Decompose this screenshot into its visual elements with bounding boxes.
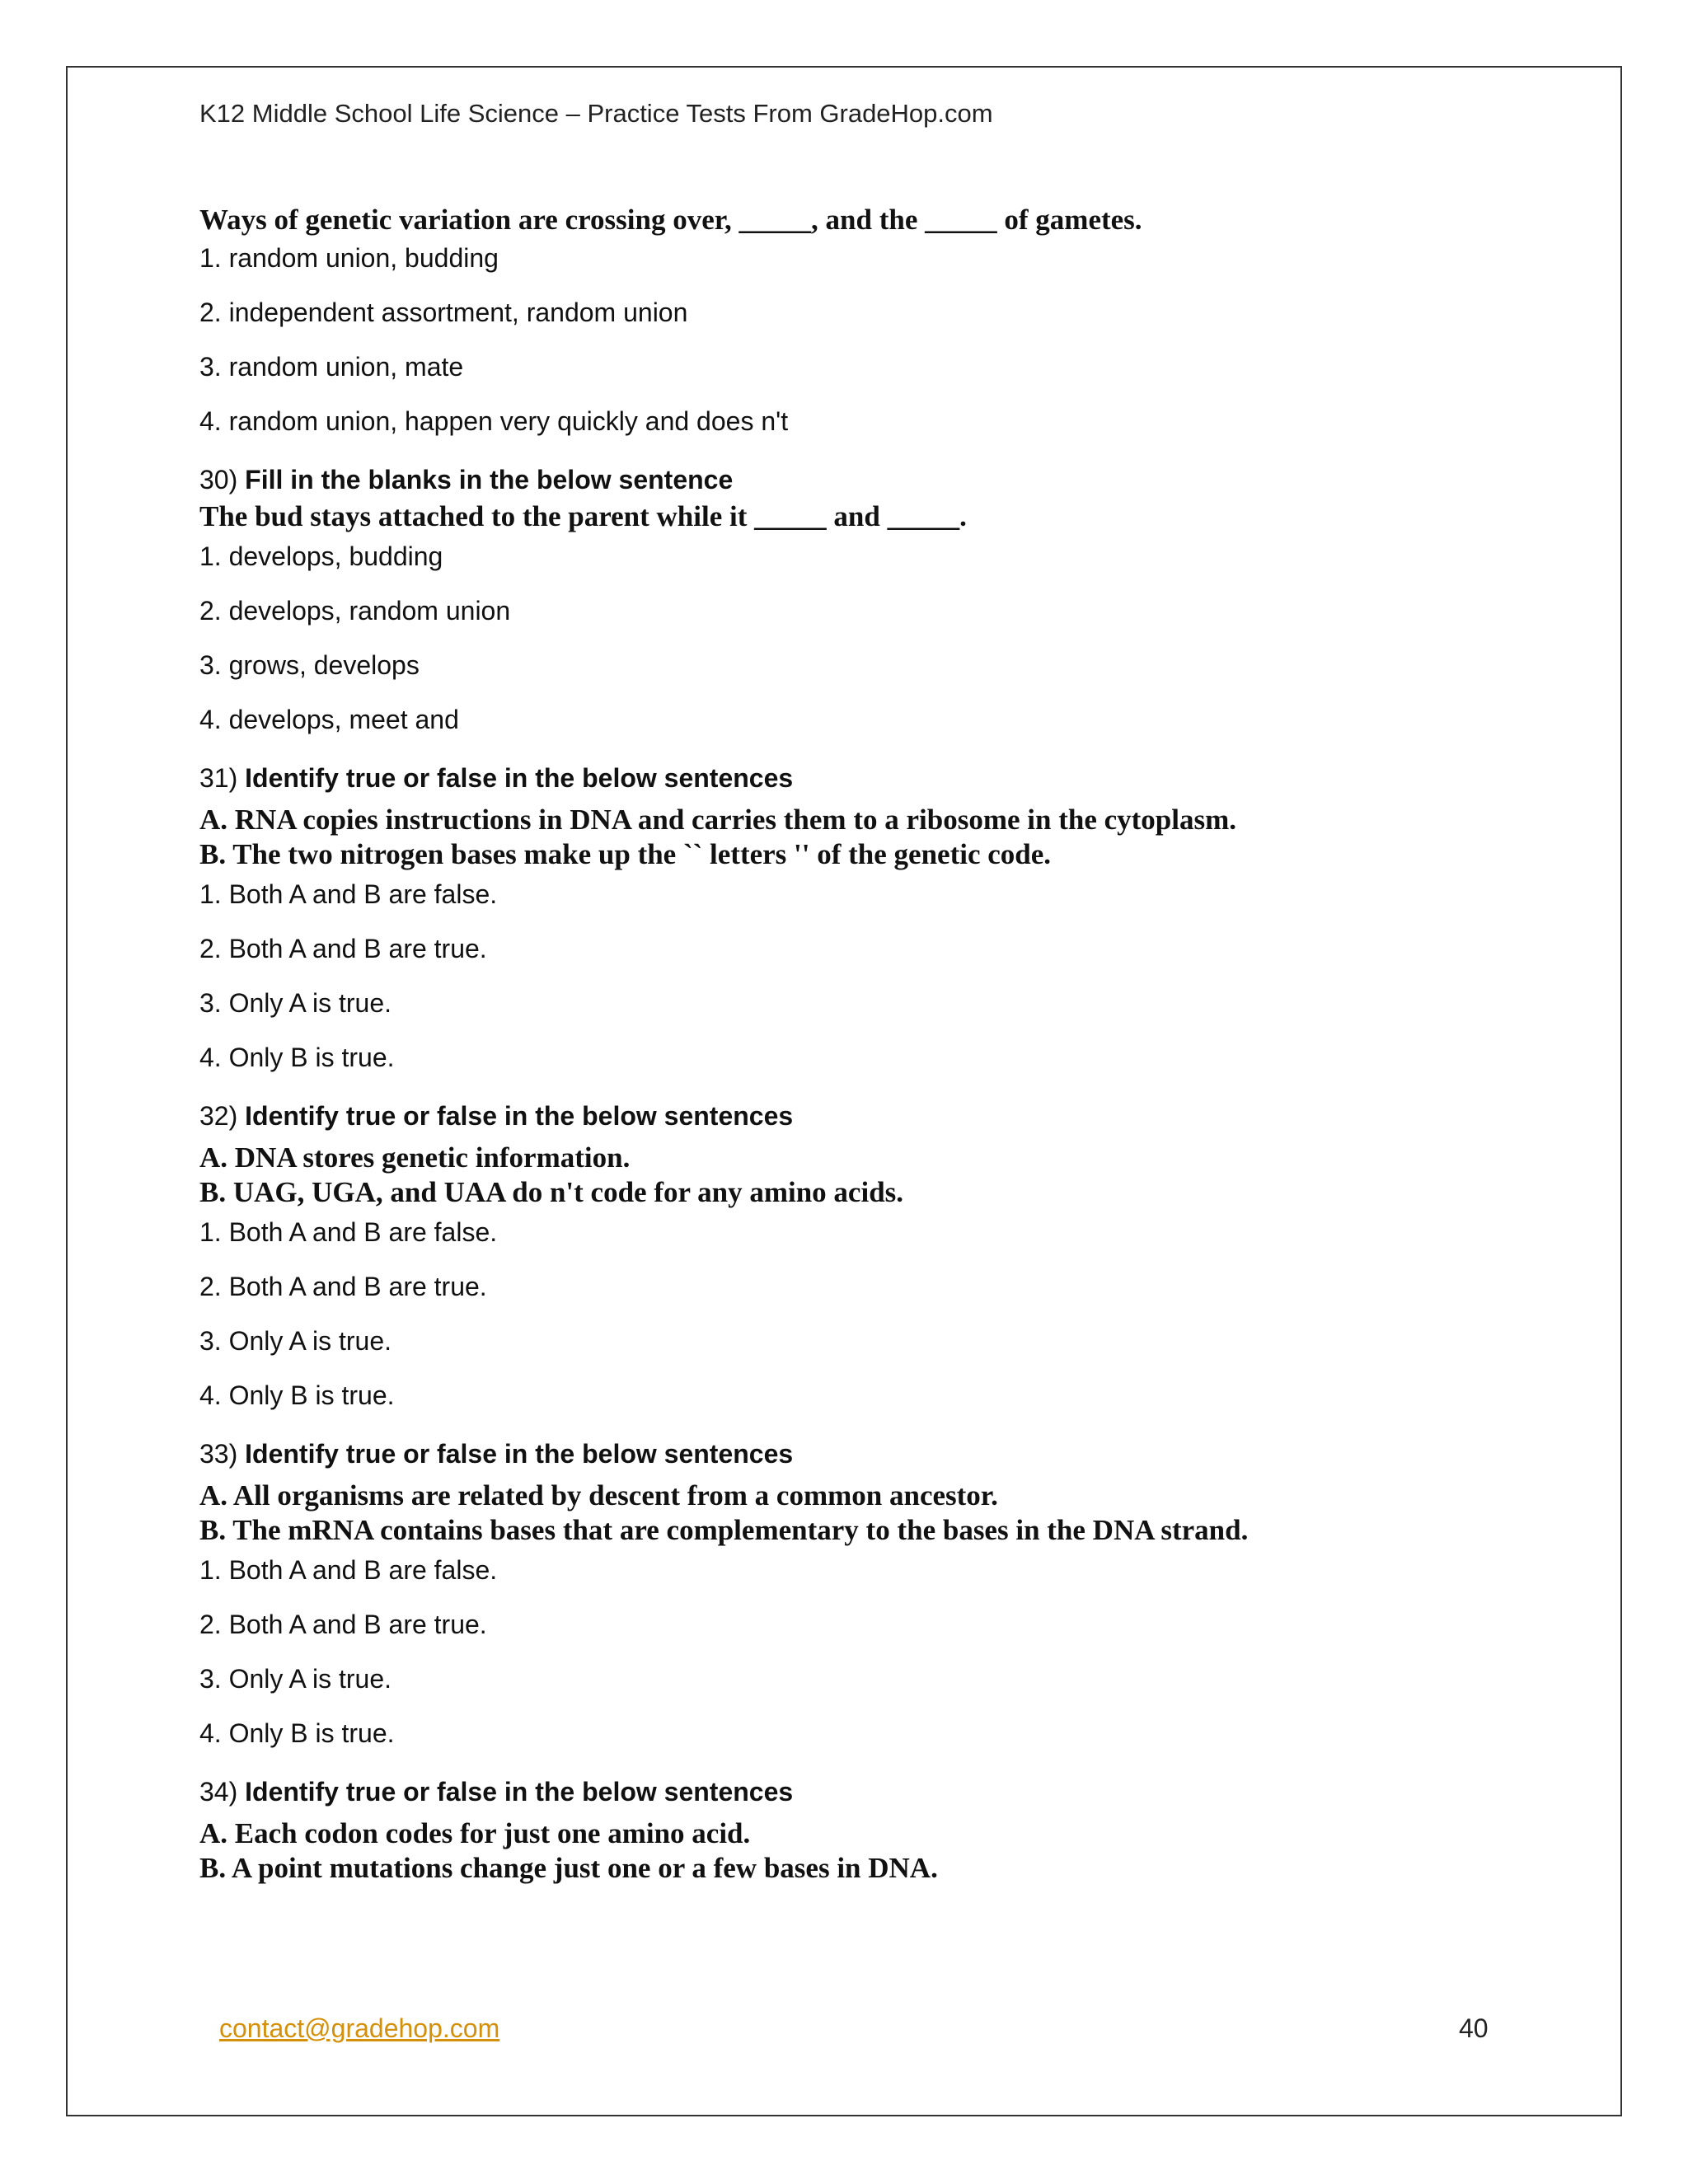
answer-option: 2. Both A and B are true. [199,1272,487,1301]
answer-option: 2. Both A and B are true. [199,934,487,963]
answer-option: 2. Both A and B are true. [199,1610,487,1639]
answer-option: 4. random union, happen very quickly and does n't [199,406,789,436]
answer-option: 1. Both A and B are false. [199,1217,498,1247]
contact-email-link[interactable]: contact@gradehop.com [219,2013,500,2043]
answer-option: 3. Only A is true. [199,1664,392,1694]
question-number: 30) [199,465,238,494]
question-number: 34) [199,1777,238,1807]
statement-a: A. DNA stores genetic information. [199,1141,631,1174]
page-header: K12 Middle School Life Science – Practice Tests From GradeHop.com [199,99,993,128]
worksheet-content [199,203,1584,1891]
question-instruction: Identify true or false in the below sentences [245,1101,794,1131]
question-statements [199,1141,1584,1210]
statement-a: A. RNA copies instructions in DNA and carries them to a ribosome in the cytoplasm. [199,804,1237,836]
question-header [199,760,1584,796]
answer-option: 3. grows, develops [199,650,420,680]
answer-option: 3. Only A is true. [199,988,392,1018]
page-number: 40 [1459,2013,1489,2043]
answer-option: 3. random union, mate [199,352,464,382]
statement-a: A. Each codon codes for just one amino acid. [199,1817,751,1849]
answer-option: 1. Both A and B are false. [199,879,498,909]
answer-option: 2. develops, random union [199,596,511,626]
answer-option: 3. Only A is true. [199,1326,392,1356]
question-number: 32) [199,1101,238,1131]
question-instruction: Identify true or false in the below sentences [245,1439,794,1469]
question-stem: Ways of genetic variation are crossing over, _____, and the _____ of gametes. [199,204,1142,236]
question-number: 31) [199,763,238,793]
statement-b: B. The mRNA contains bases that are complementary to the bases in the DNA strand. [199,1514,1249,1546]
answer-option: 1. random union, budding [199,243,499,273]
question-header [199,1098,1584,1134]
question-block [199,1436,1584,1770]
statement-b: B. UAG, UGA, and UAA do n't code for any amino acids. [199,1176,904,1208]
answer-option: 4. Only B is true. [199,1043,395,1072]
answer-option: 4. Only B is true. [199,1718,395,1748]
question-statements [199,1816,1584,1886]
statement: The bud stays attached to the parent while it _____ and _____. [199,500,967,532]
question-statements [199,803,1584,872]
answer-option: 4. develops, meet and [199,705,459,734]
question-header [199,1774,1584,1810]
statement-b: B. A point mutations change just one or a few bases in DNA. [199,1852,938,1884]
question-instruction: Fill in the blanks in the below sentence [245,465,734,494]
question-instruction: Identify true or false in the below sentences [245,1777,794,1807]
question-block [199,462,1584,757]
statement-a: A. All organisms are related by descent from a common ancestor. [199,1479,998,1511]
question-instruction: Identify true or false in the below sentences [245,763,794,793]
question-header [199,1436,1584,1472]
answer-option: 1. Both A and B are false. [199,1555,498,1585]
answer-option: 4. Only B is true. [199,1380,395,1410]
question-header [199,462,1584,498]
question-block [199,1774,1584,1886]
question-block [199,1098,1584,1432]
answer-option: 2. independent assortment, random union [199,298,688,327]
answer-option: 1. develops, budding [199,541,443,571]
question-block [199,203,1584,458]
question-block [199,760,1584,1094]
question-statements [199,1479,1584,1548]
statement-b: B. The two nitrogen bases make up the `` letters '' of the genetic code. [199,838,1052,870]
question-statements [199,499,1584,534]
question-number: 33) [199,1439,238,1469]
